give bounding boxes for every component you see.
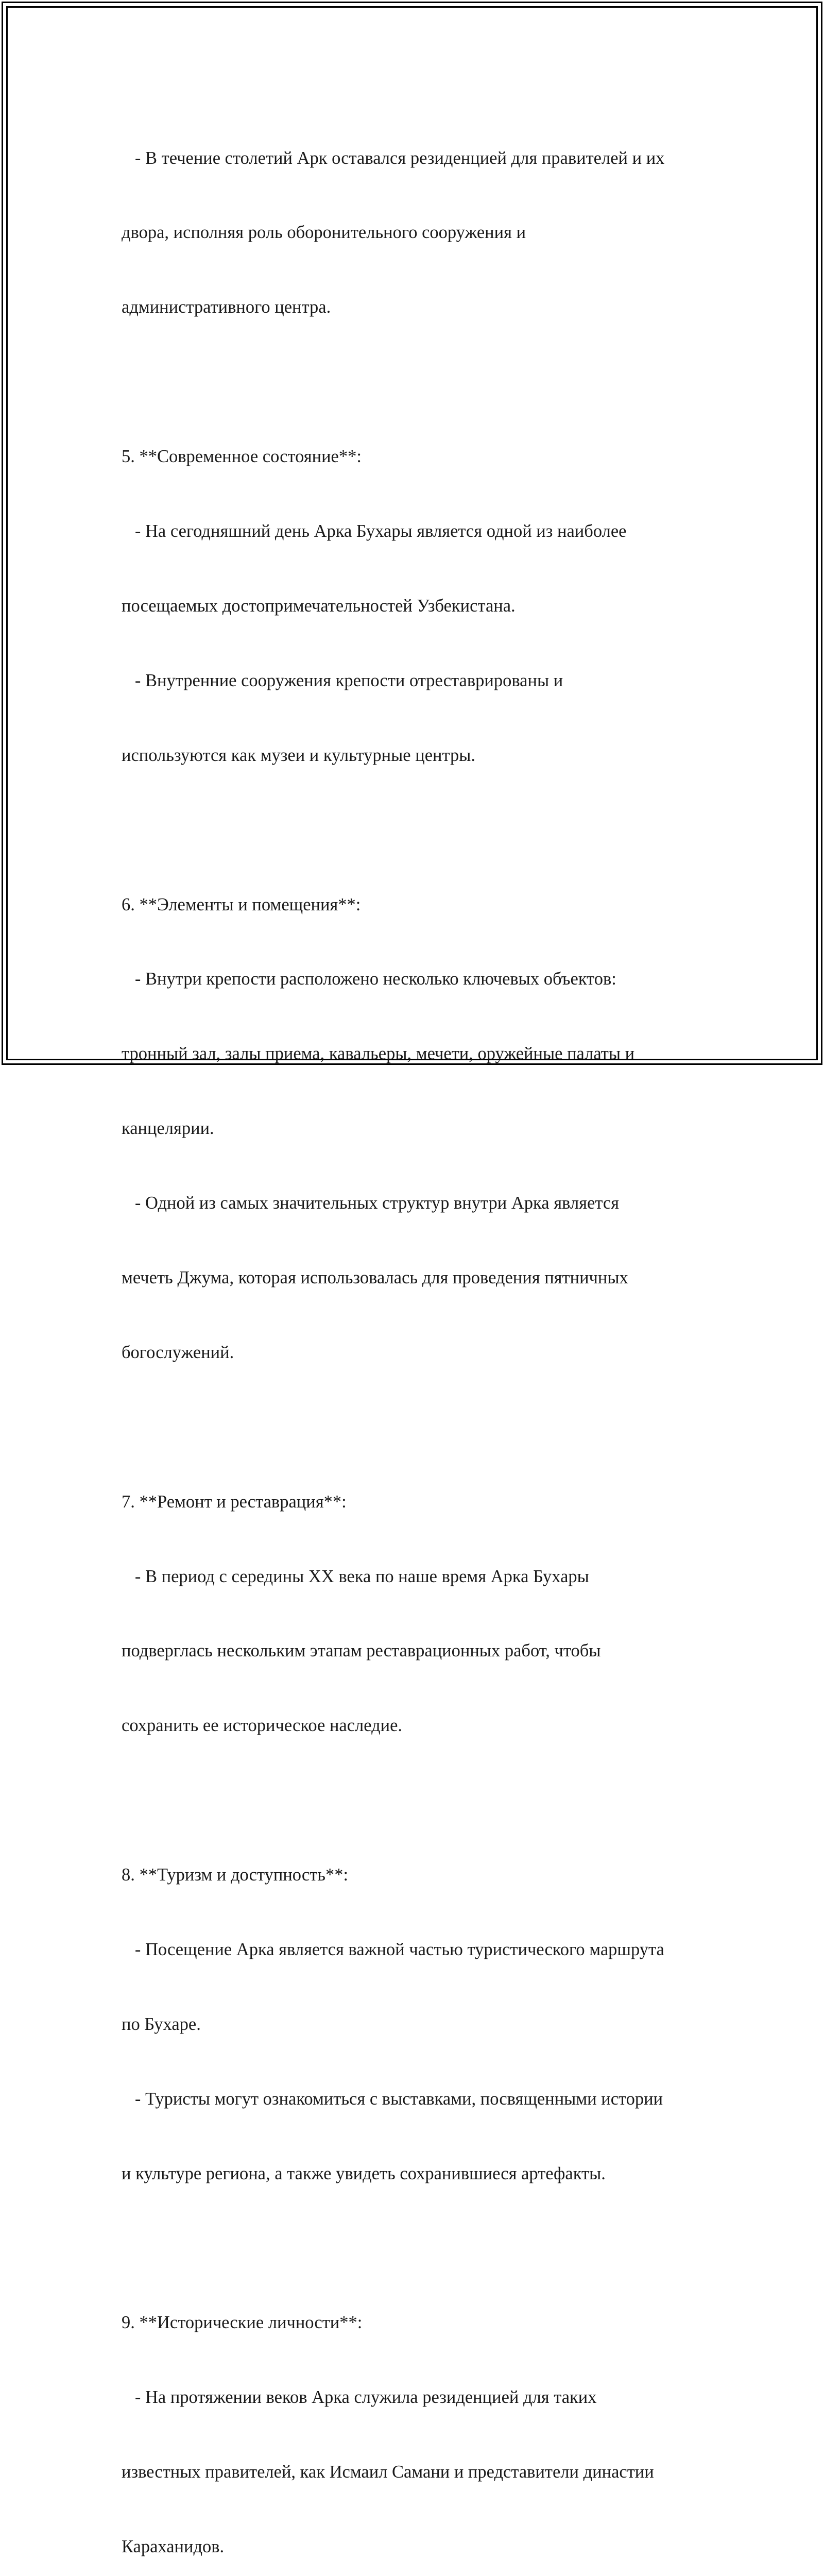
- text-line: административного центра.: [122, 297, 331, 317]
- text-line: известных правителей, как Исмаил Самани и представители династии: [122, 2462, 654, 2482]
- text-line: - Туристы могут ознакомиться с выставками, посвященными истории: [122, 2089, 663, 2109]
- text-line: тронный зал, залы приема, кавальеры, мечети, оружейные палаты и: [122, 1044, 635, 1064]
- text-line: - Внутри крепости расположено несколько ключевых объектов:: [122, 969, 616, 989]
- section-heading: 6. **Элементы и помещения**:: [122, 894, 361, 914]
- text-line: - На протяжении веков Арка служила резиденцией для таких: [122, 2387, 597, 2408]
- blank-line: [122, 369, 719, 394]
- text-line: - В период с середины XX века по наше время Арка Бухары: [122, 1566, 589, 1586]
- text-line: - Одной из самых значительных структур внутри Арка является: [122, 1193, 620, 1213]
- text-line: Караханидов.: [122, 2537, 225, 2557]
- text-line: и культуре региона, а также увидеть сохранившиеся артефакты.: [122, 2163, 606, 2183]
- text-line: мечеть Джума, которая использовалась для проведения пятничных: [122, 1267, 628, 1287]
- text-line: двора, исполняя роль оборонительного сооружения и: [122, 223, 526, 243]
- text-line: канцелярии.: [122, 1118, 214, 1139]
- text-line: богослужений.: [122, 1342, 234, 1362]
- blank-line: [122, 1788, 719, 1812]
- document-body: [122, 96, 719, 2576]
- section-heading: 8. **Туризм и доступность**:: [122, 1865, 349, 1885]
- section-heading: 9. **Исторические личности**:: [122, 2313, 363, 2333]
- blank-line: [122, 2236, 719, 2261]
- blank-line: [122, 1415, 719, 1439]
- section-heading: 5. **Современное состояние**:: [122, 447, 362, 467]
- text-line: - В течение столетий Арк оставался резиденцией для правителей и их: [122, 148, 665, 168]
- text-line: сохранить ее историческое наследие.: [122, 1716, 403, 1736]
- text-line: - На сегодняшний день Арка Бухары является одной из наиболее: [122, 521, 627, 541]
- section-heading: 7. **Ремонт и реставрация**:: [122, 1492, 347, 1512]
- text-line: по Бухаре.: [122, 2014, 201, 2034]
- text-line: посещаемых достопримечательностей Узбекистана.: [122, 596, 516, 616]
- text-line: подверглась нескольким этапам реставрационных работ, чтобы: [122, 1641, 601, 1661]
- text-line: - Внутренние сооружения крепости отреставрированы и: [122, 670, 563, 690]
- blank-line: [122, 818, 719, 842]
- text-line: - Посещение Арка является важной частью туристического маршрута: [122, 1939, 664, 1959]
- text-line: используются как музеи и культурные центры.: [122, 745, 476, 765]
